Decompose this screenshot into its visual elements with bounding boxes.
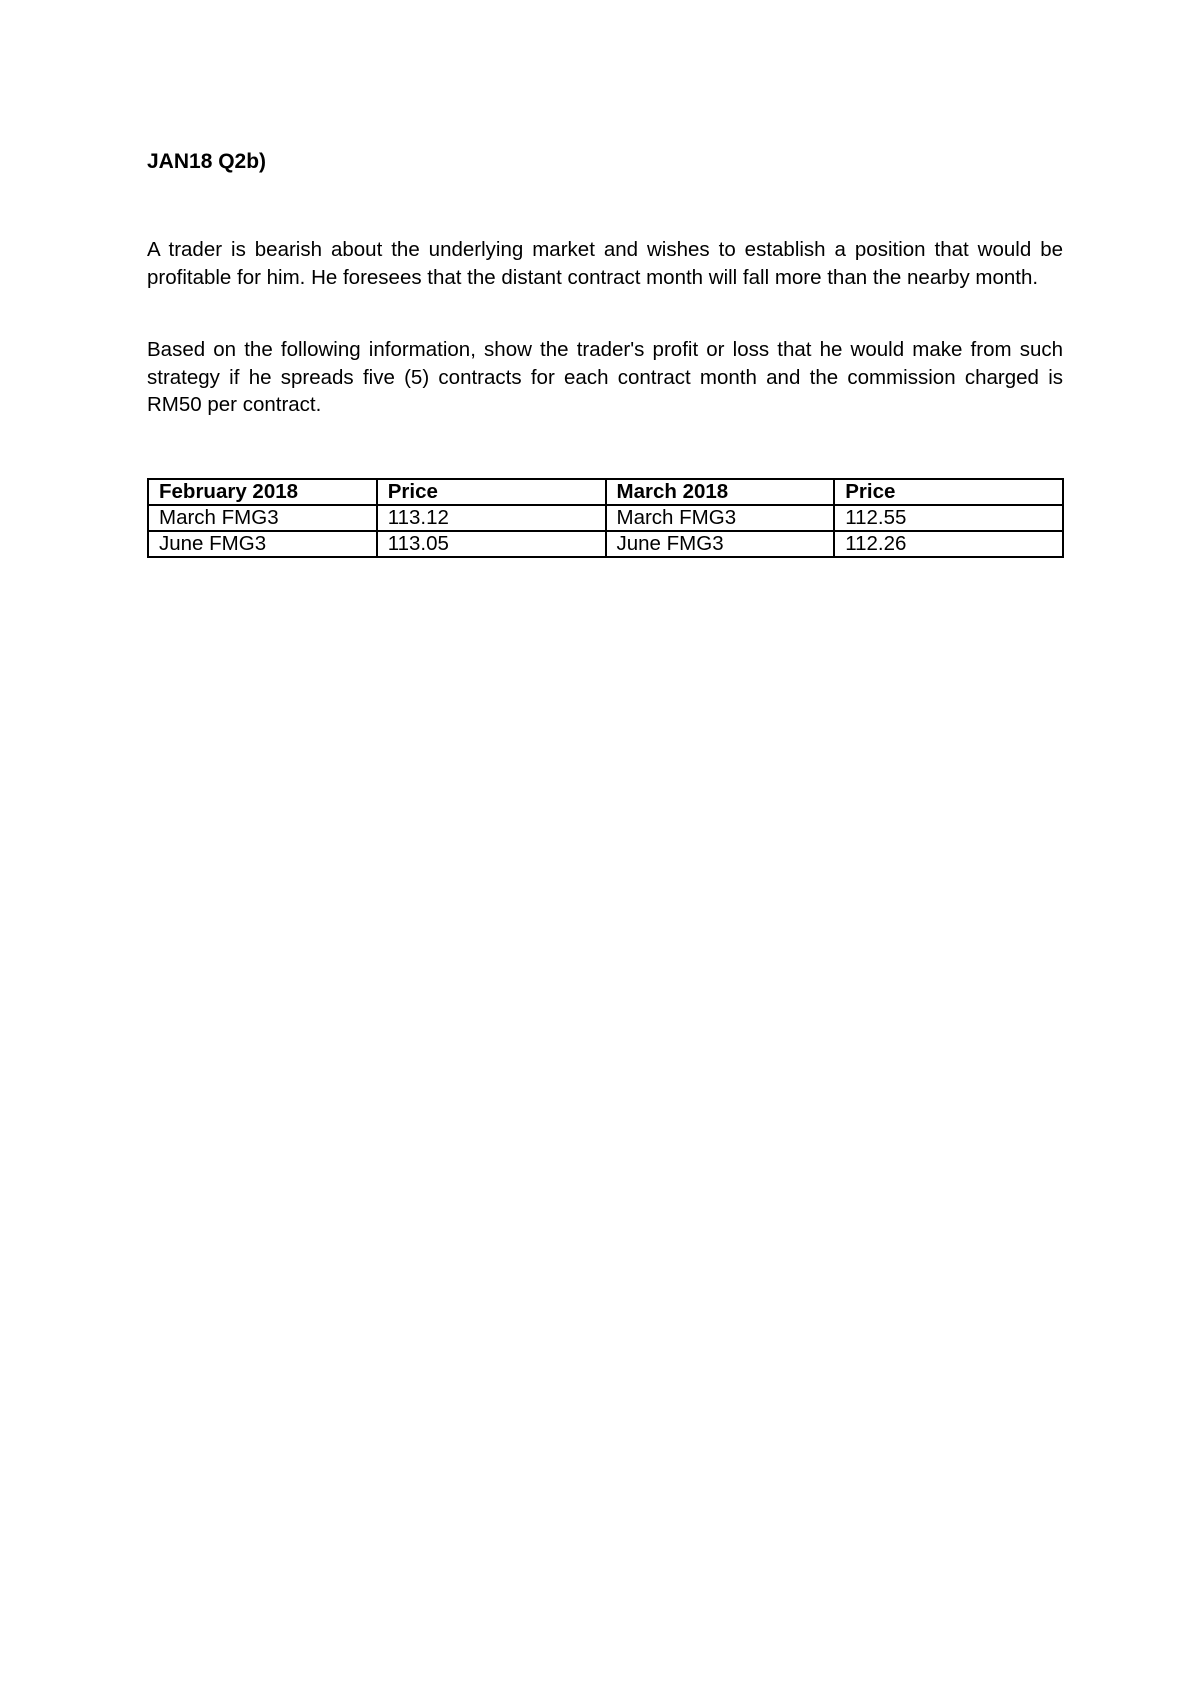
table-cell: March FMG3 — [606, 505, 835, 531]
table-cell: June FMG3 — [606, 531, 835, 557]
table-cell: March FMG3 — [148, 505, 377, 531]
table-cell: 112.55 — [834, 505, 1063, 531]
question-paragraph-1: A trader is bearish about the underlying market and wishes to establish a position that would be profitable for him. He foresees that the distant contract month will fall more than the nearby month. — [147, 238, 1063, 289]
table-cell: June FMG3 — [148, 531, 377, 557]
price-table — [147, 478, 1064, 558]
header-march-2018: March 2018 — [606, 479, 835, 505]
header-february-2018: February 2018 — [148, 479, 377, 505]
header-price-march: Price — [834, 479, 1063, 505]
question-heading: JAN18 Q2b) — [147, 150, 267, 173]
table-header-row — [148, 479, 1063, 505]
question-paragraph-2: Based on the following information, show the trader's profit or loss that he would make from such strategy if he spreads five (5) contracts for each contract month and the commission charged is RM50 per contract. — [147, 338, 1063, 416]
table-cell: 112.26 — [834, 531, 1063, 557]
table-cell: 113.12 — [377, 505, 606, 531]
table-row — [148, 531, 1063, 557]
table-cell: 113.05 — [377, 531, 606, 557]
table-row — [148, 505, 1063, 531]
header-price-february: Price — [377, 479, 606, 505]
